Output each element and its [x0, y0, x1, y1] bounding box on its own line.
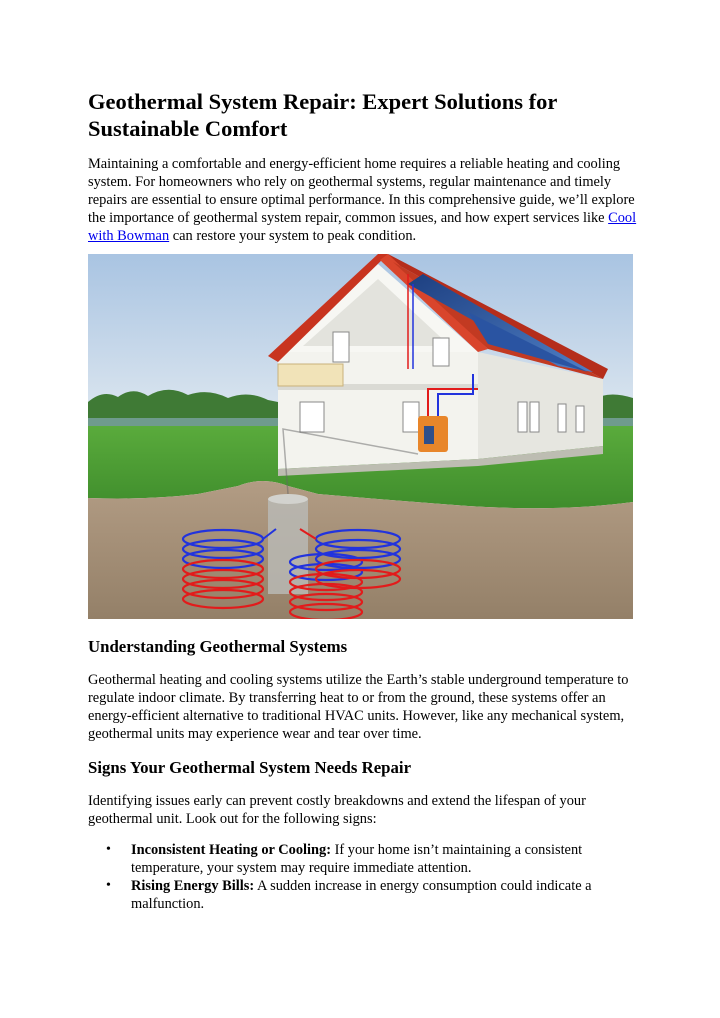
list-item-text: If your home isn’t maintaining a consistent temperature, your system may require immediate attention.: [131, 842, 583, 876]
list-item-bold: Rising Energy Bills:: [131, 878, 255, 894]
list-item-text: A sudden increase in energy consumption could indicate a malfunction.: [131, 878, 592, 912]
page-title: Geothermal System Repair: Expert Solutions for Sustainable Comfort: [88, 89, 557, 141]
signs-list: [88, 841, 608, 913]
house-cutaway-graphic: [88, 254, 633, 619]
cool-with-bowman-link[interactable]: Cool with Bowman: [88, 210, 637, 244]
intro-paragraph: [88, 155, 644, 245]
list-item: [88, 841, 608, 877]
list-item-bold: Inconsistent Heating or Cooling:: [131, 842, 332, 858]
section-heading-signs: Signs Your Geothermal System Needs Repair: [88, 758, 412, 777]
intro-text-end: can restore your system to peak condition.: [169, 228, 417, 244]
bullet-icon: •: [106, 842, 111, 857]
list-item: [88, 877, 608, 913]
intro-text-start: Maintaining a comfortable and energy-efficient home requires a reliable heating and cooling system. For homeowners who rely on geothermal systems, regular maintenance and timely repairs are essential to ensure optimal performance. In this comprehensive guide, we’ll explore the importance of geothermal system repair, common issues, and how expert services like: [88, 156, 635, 226]
section-body-understanding: Geothermal heating and cooling systems utilize the Earth’s stable underground temperature to regulate indoor climate. By transferring heat to or from the ground, these systems offer an energy-efficient alternative to traditional HVAC units. However, like any mechanical system, geothermal units may experience wear and tear over time.: [88, 672, 629, 742]
section-heading-understanding: Understanding Geothermal Systems: [88, 637, 348, 656]
bullet-icon: •: [106, 878, 111, 893]
geothermal-house-illustration: [88, 254, 633, 619]
section-body-signs: Identifying issues early can prevent costly breakdowns and extend the lifespan of your geothermal unit. Look out for the following signs:: [88, 793, 586, 827]
